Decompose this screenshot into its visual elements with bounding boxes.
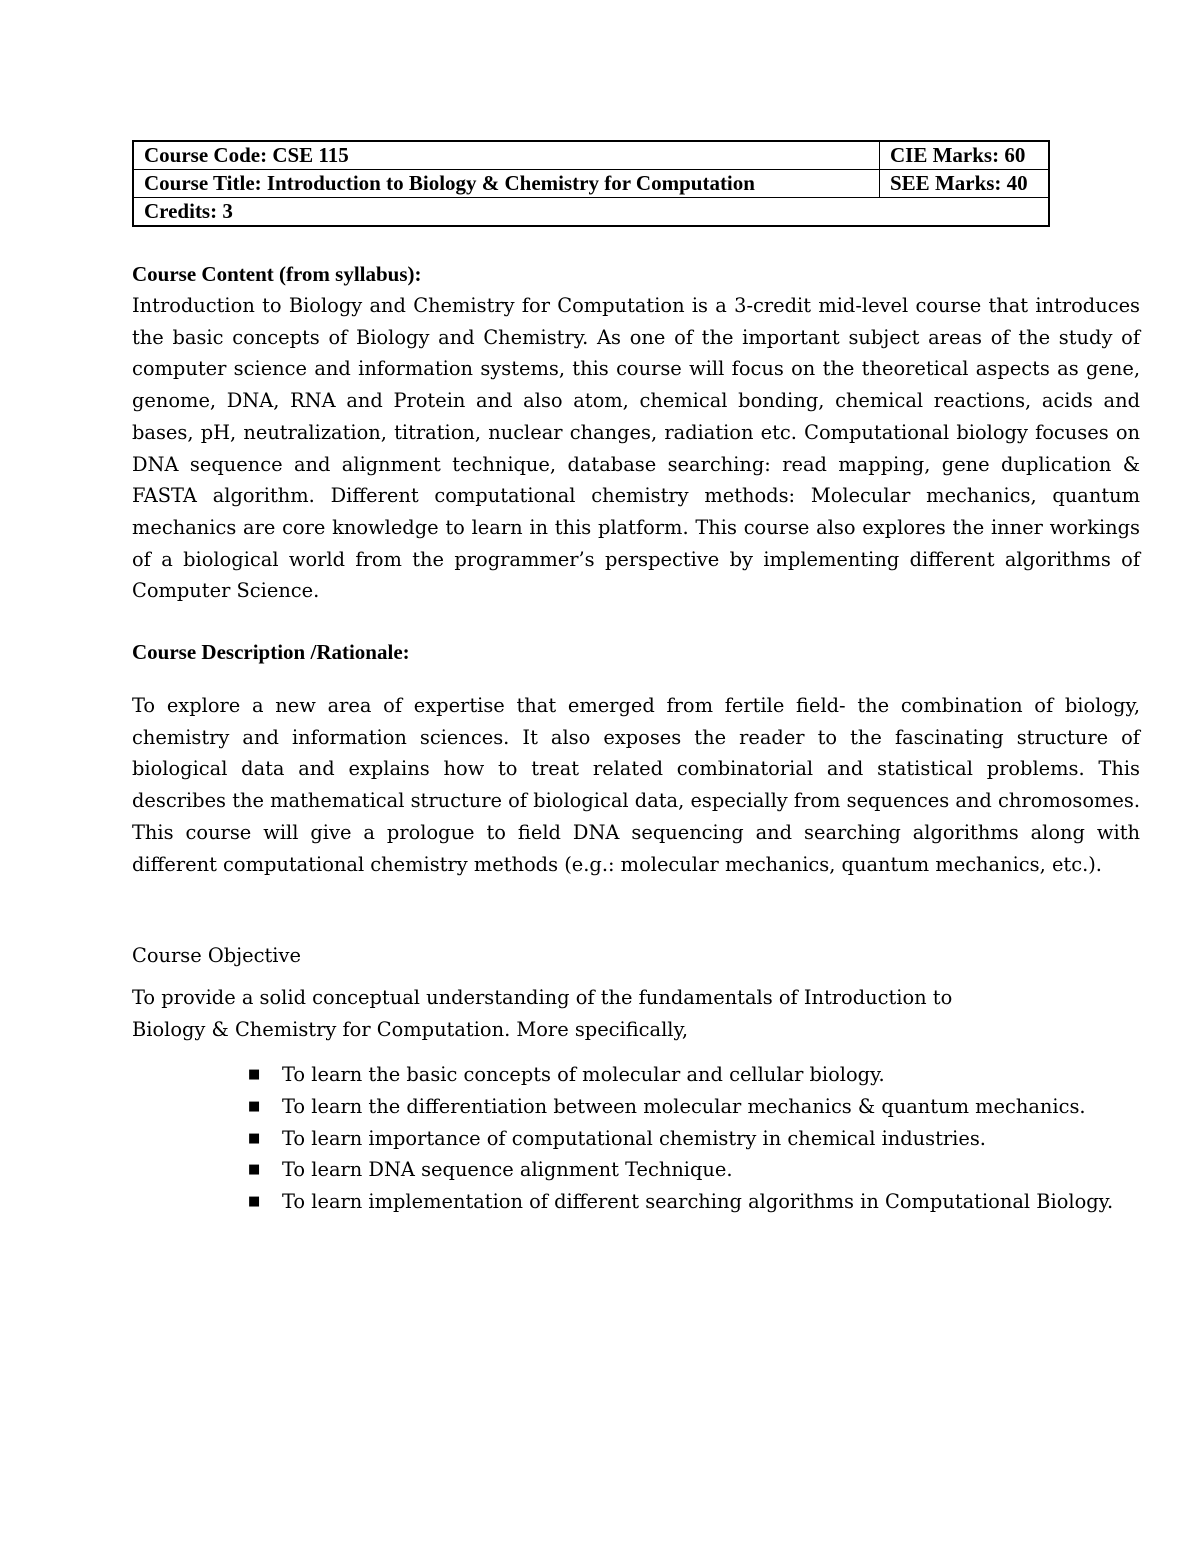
objective-text: To learn the basic concepts of molecular and cellular biology.	[282, 1063, 885, 1087]
list-item	[244, 1123, 1140, 1155]
table-row	[133, 141, 1049, 170]
square-bullet-icon: ■	[248, 1098, 261, 1114]
square-bullet-icon: ■	[248, 1130, 261, 1146]
table-row	[133, 198, 1049, 227]
course-description-body: To explore a new area of expertise that emerged from fertile field- the combination of biology, chemistry and information sciences. It also exposes the reader to the fascinating structure of biological data and explains how to treat related combinatorial and statistical problems. This describes the mathematical structure of biological data, especially from sequences and chromosomes. This course will give a prologue to field DNA sequencing and searching algorithms along with different computational chemistry methods (e.g.: molecular mechanics, quantum mechanics, etc.).	[132, 694, 1140, 876]
course-description-heading: Course Description /Rationale:	[132, 640, 410, 665]
course-code-cell: Course Code: CSE 115	[133, 141, 880, 170]
course-content-section	[132, 258, 1140, 607]
see-marks-cell: SEE Marks: 40	[880, 170, 1050, 198]
course-title-cell: Course Title: Introduction to Biology & Chemistry for Computation	[133, 170, 880, 198]
square-bullet-icon: ■	[248, 1194, 261, 1210]
list-item	[244, 1154, 1140, 1186]
course-content-heading: Course Content (from syllabus):	[132, 262, 422, 286]
credits-cell: Credits: 3	[133, 198, 1049, 227]
document-page	[132, 140, 1140, 1218]
list-item	[244, 1091, 1140, 1123]
course-content-body: Introduction to Biology and Chemistry for Computation is a 3-credit mid-level course that introduces the basic concepts of Biology and Chemistry. As one of the important subject areas of the study of computer science and information systems, this course will focus on the theoretical aspects as gene, genome, DNA, RNA and Protein and also atom, chemical bonding, chemical reactions, acids and bases, pH, neutralization, titration, nuclear changes, radiation etc. Computational biology focuses on DNA sequence and alignment technique, database searching: read mapping, gene duplication & FASTA algorithm. Different computational chemistry methods: Molecular mechanics, quantum mechanics are core knowledge to learn in this platform. This course also explores the inner workings of a biological world from the programmer’s perspective by implementing different algorithms of Computer Science.	[132, 294, 1140, 603]
course-info-table	[132, 140, 1050, 227]
table-row	[133, 170, 1049, 198]
list-item	[244, 1186, 1140, 1218]
course-objective-intro: To provide a solid conceptual understanding of the fundamentals of Introduction to Biology & Chemistry for Computation. More specifically,	[132, 986, 953, 1042]
objectives-list	[132, 1059, 1140, 1218]
objective-text: To learn importance of computational chemistry in chemical industries.	[282, 1126, 986, 1150]
course-objective-heading: Course Objective	[132, 944, 301, 968]
cie-marks-cell: CIE Marks: 60	[880, 141, 1050, 170]
course-objective-section	[132, 940, 1140, 1218]
square-bullet-icon: ■	[248, 1067, 261, 1083]
objective-text: To learn the differentiation between molecular mechanics & quantum mechanics.	[282, 1094, 1086, 1118]
course-description-section	[132, 636, 1140, 880]
square-bullet-icon: ■	[248, 1162, 261, 1178]
objective-text: To learn implementation of different searching algorithms in Computational Biology.	[282, 1190, 1114, 1214]
list-item	[244, 1059, 1140, 1091]
objective-text: To learn DNA sequence alignment Technique.	[282, 1158, 733, 1182]
